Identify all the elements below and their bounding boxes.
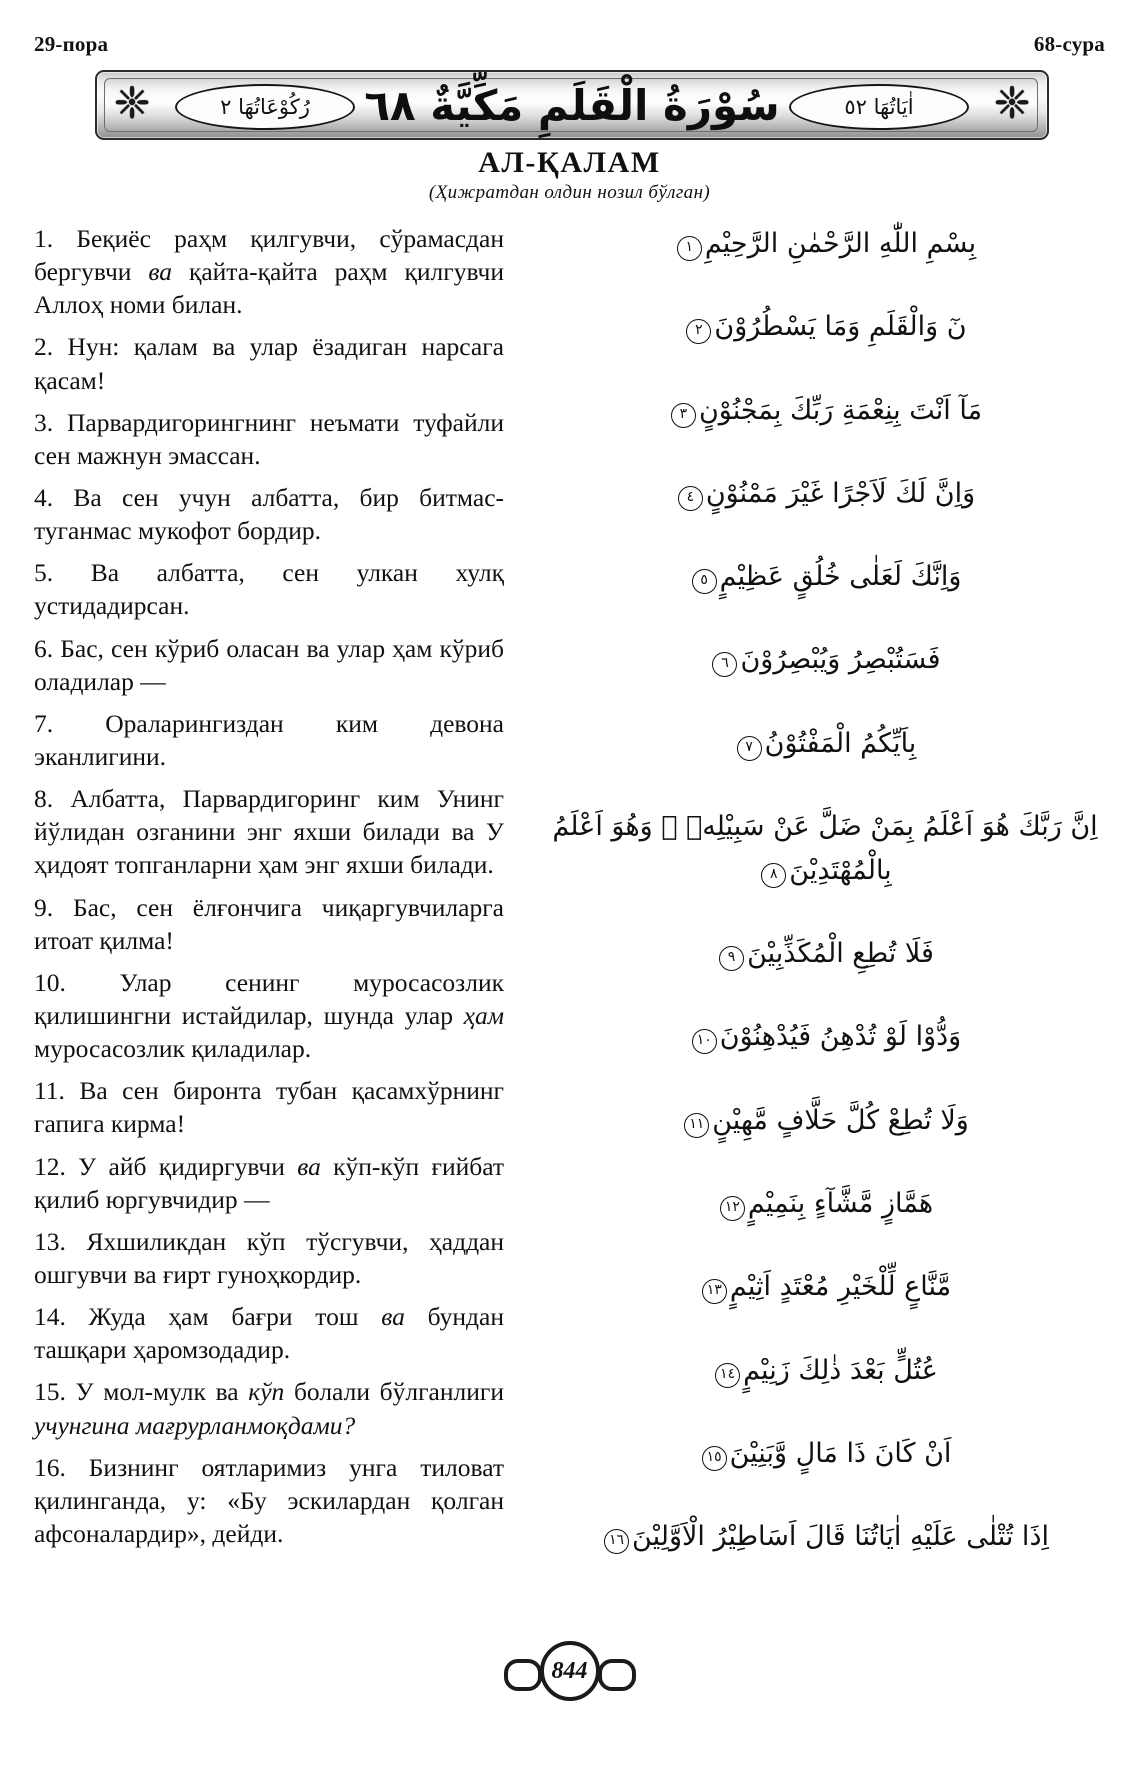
folio-lobe-left-icon <box>504 1659 542 1691</box>
arabic-verse-text: نٓ وَالْقَلَمِ وَمَا يَسْطُرُوْنَ <box>714 311 967 343</box>
arabic-verse <box>545 638 1105 682</box>
arabic-verse-text: اِذَا تُتْلٰى عَلَيْهِ اٰيَاتُنَا قَالَ اَسَاطِيْرُ الْاَوَّلِيْنَ <box>632 1521 1049 1553</box>
translation-verse <box>34 966 504 1065</box>
verse-number: 1. <box>34 224 54 253</box>
arabic-verse <box>545 1099 1105 1143</box>
verse-number: 8. <box>34 784 54 814</box>
verse-number: 16. <box>34 1452 66 1482</box>
arabic-verse <box>545 1515 1105 1559</box>
translation-verse <box>34 632 504 698</box>
verse-text: Бизнинг оятларимиз унга тиловат қилинганда, у: «Бу эскилардан қолган афсоналардир», дейди. <box>34 1452 504 1548</box>
verse-number: 2. <box>34 332 54 362</box>
verse-number: 12. <box>34 1151 66 1181</box>
arabic-verse <box>545 472 1105 516</box>
verse-number: 15. <box>34 1377 66 1407</box>
ayah-marker: ٨ <box>761 863 786 888</box>
ayah-marker: ١٤ <box>715 1363 740 1388</box>
banner-ayah-count: اٰيَاتُهَا ٥٢ <box>789 84 969 130</box>
arabic-verse <box>545 389 1105 433</box>
verse-text-emphasis: ва <box>297 1151 321 1181</box>
verse-text: Яхшиликдан кўп тўсгувчи, ҳаддан ошгувчи ва ғирт гуноҳкордир. <box>34 1226 505 1289</box>
ayah-marker: ١ <box>677 236 702 261</box>
translation-verse <box>34 330 504 396</box>
running-head-surah: 68-сура <box>1033 32 1105 56</box>
translation-verse <box>34 707 504 773</box>
verse-text: Ва албатта, сен улкан хулқ устидадирсан. <box>34 558 505 621</box>
running-head <box>0 32 1139 58</box>
arabic-verse <box>545 222 1105 266</box>
verse-text: У мол-мулк ва <box>75 1377 249 1407</box>
arabic-verse-text: مَّنَّاعٍ لِّلْخَيْرِ مُعْتَدٍ اَثِيْمٍ <box>729 1271 952 1303</box>
verse-number: 5. <box>34 558 54 588</box>
verse-number: 13. <box>34 1226 66 1256</box>
ayah-marker: ٩ <box>719 946 744 971</box>
ayah-marker: ١٦ <box>604 1529 629 1554</box>
ayah-marker: ٢ <box>686 319 711 344</box>
arabic-verse-text: فَسَتُبْصِرُ وَيُبْصِرُوْنَ <box>740 644 941 676</box>
verse-number: 9. <box>34 892 54 922</box>
arabic-verse <box>545 722 1105 766</box>
verse-number: 10. <box>34 967 66 997</box>
arabic-verse-text: فَلَا تُطِعِ الْمُكَذِّبِيْنَ <box>747 938 934 970</box>
arabic-verse-text: وَاِنَّكَ لَعَلٰى خُلُقٍ عَظِيْمٍ <box>719 561 962 593</box>
verse-number: 6. <box>34 633 54 663</box>
translation-verse <box>34 1074 504 1140</box>
verse-text: муросасозлик қиладилар. <box>34 1034 312 1064</box>
ornament-knot-right-icon: ❈ <box>993 79 1031 128</box>
ayah-marker: ٥ <box>692 569 717 594</box>
verse-text: қайта-қайта раҳм қилгувчи Аллоҳ номи билан. <box>34 257 504 320</box>
arabic-verse <box>545 805 1105 892</box>
folio <box>0 1642 1139 1700</box>
verse-text: кўп-кўп ғийбат қилиб юргувчидир — <box>34 1151 505 1214</box>
page-body <box>0 222 1139 1662</box>
translation-verse <box>34 556 504 622</box>
arabic-verse-text: هَمَّازٍ مَّشَّآءٍ بِنَمِيْمٍ <box>747 1188 934 1219</box>
arabic-verse-text: بِاَيِّكُمُ الْمَفْتُوْنُ <box>764 727 917 759</box>
ayah-marker: ١١ <box>684 1113 709 1138</box>
verse-text: Бас, сен кўриб оласан ва улар ҳам кўриб оладилар — <box>34 633 505 696</box>
arabic-verse <box>545 1015 1105 1059</box>
folio-lobe-right-icon <box>598 1659 636 1691</box>
arabic-verse <box>545 932 1105 976</box>
translation-verse <box>34 782 504 881</box>
arabic-verse-text: بِسْمِ اللّٰهِ الرَّحْمٰنِ الرَّحِيْمِ <box>704 228 977 259</box>
translation-verse <box>34 1375 504 1441</box>
translation-verse <box>34 1300 504 1366</box>
ornament-knot-left-icon: ❈ <box>113 79 151 128</box>
verse-text-emphasis: ва <box>381 1302 405 1332</box>
verse-number: 7. <box>34 708 54 738</box>
verse-number: 14. <box>34 1302 66 1332</box>
translation-column <box>34 222 504 1559</box>
arabic-verse-text: اَنْ كَانَ ذَا مَالٍ وَّبَنِيْنَ <box>729 1437 952 1469</box>
verse-text: Улар сенинг муросасозлик қилишингни истайдилар, шунда улар <box>34 967 504 1030</box>
folio-ornament-icon <box>504 1646 636 1696</box>
ayah-marker: ٦ <box>712 652 737 677</box>
translation-verse <box>34 222 504 321</box>
translation-verse <box>34 481 504 547</box>
arabic-verse <box>545 1432 1105 1476</box>
ayah-marker: ١٠ <box>692 1029 717 1054</box>
verse-number: 4. <box>34 482 54 512</box>
banner-arabic-title: سُوْرَةُ الْقَلَمِ مَكِّيَّةٌ ٦٨ <box>364 80 780 130</box>
verse-text-emphasis: кўп <box>248 1377 285 1407</box>
arabic-verse <box>545 305 1105 349</box>
arabic-verse-text: مَآ اَنْتَ بِنِعْمَةِ رَبِّكَ بِمَجْنُوْنٍ <box>698 394 983 426</box>
arabic-verse-text: وَدُّوْا لَوْ تُدْهِنُ فَيُدْهِنُوْنَ <box>719 1021 962 1053</box>
surah-subtitle: (Ҳижратдан олдин нозил бўлган) <box>428 182 711 203</box>
arabic-column <box>545 222 1105 1573</box>
verse-text: Парвардигорингнинг неъмати туфайли сен мажнун эмассан. <box>34 407 505 470</box>
verse-text: У айб қидиргувчи <box>78 1151 298 1181</box>
verse-number: 11. <box>34 1076 65 1106</box>
ayah-marker: ١٢ <box>720 1196 745 1221</box>
arabic-verse-text: وَاِنَّ لَكَ لَاَجْرًا غَيْرَ مَمْنُوْنٍ <box>705 477 976 509</box>
verse-text: Албатта, Парвардигоринг ким Унинг йўлидан озганини энг яхши билади ва У ҳидоят топганларни ҳам энг яхши билади. <box>34 784 504 880</box>
verse-text-emphasis: ва <box>148 257 173 287</box>
translation-verse <box>34 891 504 957</box>
arabic-verse-text: وَلَا تُطِعْ كُلَّ حَلَّافٍ مَّهِيْنٍ <box>712 1104 969 1136</box>
page-title: АЛ-ҚАЛАМ <box>478 146 661 179</box>
arabic-verse-text: اِنَّ رَبَّكَ هُوَ اَعْلَمُ بِمَنْ ضَلَّ عَنْ سَبِيْلِهٖ ۪ وَهُوَ اَعْلَمُ بِالْمُهْتَدِيْنَ <box>552 811 1098 886</box>
arabic-verse <box>545 1182 1105 1226</box>
translation-verse <box>34 1225 504 1291</box>
ayah-marker: ١٣ <box>702 1279 727 1304</box>
translation-verse <box>34 406 504 472</box>
verse-text: Ораларингиздан ким девона эканлигини. <box>34 708 504 771</box>
verse-text: Жуда ҳам бағри тош <box>88 1302 382 1332</box>
page-number: 844 <box>540 1641 600 1701</box>
verse-text: Бас, сен ёлғончига чиқаргувчиларга итоат қилма! <box>34 892 504 955</box>
arabic-verse <box>545 1349 1105 1393</box>
translation-verse <box>34 1451 504 1550</box>
translation-verse <box>34 1150 504 1216</box>
banner-ruku-count: رُكُوْعَاتُهَا ٢ <box>175 84 355 130</box>
verse-text: бундан ташқари ҳаромзодадир. <box>34 1302 504 1365</box>
arabic-verse-text: عُتُلٍّ بَعْدَ ذٰلِكَ زَنِيْمٍ <box>743 1354 938 1386</box>
running-head-juz: 29-пора <box>34 32 109 56</box>
ayah-marker: ٣ <box>671 403 696 428</box>
verse-text-emphasis: учунгина мағрурланмоқдами? <box>34 1410 356 1440</box>
ayah-marker: ٤ <box>678 486 703 511</box>
arabic-verse <box>545 555 1105 599</box>
verse-text: болали бўлганлиги <box>284 1377 504 1407</box>
ayah-marker: ٧ <box>737 736 762 761</box>
verse-text: Беқиёс раҳм қилгувчи, сўрамасдан бергувчи <box>34 224 504 287</box>
arabic-verse <box>545 1265 1105 1309</box>
verse-text: Ва сен биронта тубан қасамхўрнинг гапига кирма! <box>34 1076 505 1139</box>
ayah-marker: ١٥ <box>702 1446 727 1471</box>
verse-number: 3. <box>34 407 54 437</box>
verse-text: Нун: қалам ва улар ёзадиган нарсага қасам! <box>34 332 504 395</box>
verse-text-emphasis: ҳам <box>463 1000 504 1030</box>
surah-banner <box>95 70 1049 140</box>
verse-text: Ва сен учун албатта, бир битмас-туганмас мукофот бордир. <box>34 482 505 546</box>
